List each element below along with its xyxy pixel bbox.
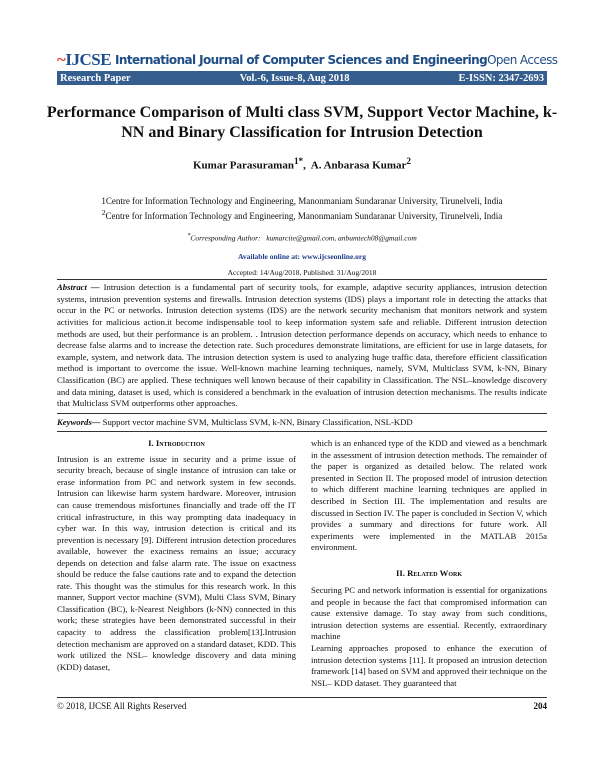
paragraph: which is an enhanced type of the KDD and viewed as a benchmark in the assessment of intrusion detection methods. The remainder of the paper is organized as detailed below. The related work presented in Section II. The proposed model of intrusion detection to which different machine learning techniques are applied in described in Section III. The implementation and results are discussed in Section IV. The paper is concluded in Section V, which provides a summary and directions for future work. All experiments were implemented in the MATLAB 2015a environment. (311, 438, 547, 553)
left-column (57, 438, 296, 689)
author-name: A. Anbarasa Kumar (310, 159, 407, 172)
footer-divider (57, 697, 547, 698)
paper-type: Research Paper (60, 72, 131, 84)
corr-emails[interactable]: kumarcite@gmail.com, anbumtech08@gmail.com (266, 233, 417, 243)
affiliation-text: Centre for Information Technology and Engineering, Manonmaniam Sundaranar University, Tirunelveli, India (105, 210, 503, 221)
divider (57, 431, 547, 432)
body-columns (57, 438, 547, 689)
affiliations (40, 196, 564, 222)
corr-sup: * (187, 231, 191, 239)
copyright: © 2018, IJCSE All Rights Reserved (57, 701, 187, 712)
issue-bar (57, 71, 547, 85)
affiliation: 1Centre for Information Technology and Engineering, Manonmaniam Sundaranar University, Tirunelveli, India (101, 195, 503, 206)
corr-label: Corresponding Author: (190, 233, 261, 243)
available-online-link[interactable]: Available online at: www.ijcseonline.org (238, 252, 366, 262)
divider (57, 413, 547, 414)
section-title: Related Work (407, 567, 462, 578)
corresponding-author (57, 232, 547, 243)
abstract-label: Abstract — (57, 282, 100, 293)
issn: E-ISSN: 2347-2693 (458, 72, 544, 84)
keywords (57, 417, 547, 429)
section-number: I. (148, 438, 154, 449)
journal-name: International Journal of Computer Sciences and Engineering (115, 53, 488, 67)
footer (57, 701, 547, 711)
journal-header (57, 50, 558, 70)
author-sup: 1* (293, 156, 304, 166)
page-number: 204 (533, 701, 547, 712)
keywords-text: Support vector machine SVM, Multiclass SVM, k-NN, Binary Classification, NSL-KDD (102, 416, 413, 427)
section-heading (311, 568, 547, 580)
affiliation-sup: 2 (101, 207, 106, 217)
author-sup: 2 (406, 156, 411, 166)
paper-title: Performance Comparison of Multi class SVM, Support Vector Machine, k-NN and Binary Classification for Intrusion Detection (46, 104, 558, 141)
volume-issue: Vol.-6, Issue-8, Aug 2018 (239, 72, 350, 84)
keywords-label: Keywords— (57, 416, 101, 427)
journal-logo: ~IJCSE (57, 50, 112, 69)
right-column (311, 438, 547, 689)
authors: Kumar Parasuraman$^{1*}$, A. Anbarasa Kumar$^2$ (193, 156, 411, 172)
paragraph: Learning approaches proposed to enhance the execution of intrusion detection systems [11]. It proposed an intrusion detection framework [14] based on SVM and approved their technique on the NSL– KDD dataset. They guaranteed that (311, 643, 547, 688)
section-number: II. (396, 567, 405, 578)
affiliation (40, 207, 564, 222)
dates: Accepted: 14/Aug/2018, Published: 31/Aug/2018 (227, 268, 377, 278)
author-name: Kumar Parasuraman (193, 159, 294, 172)
section-title: Introduction (155, 438, 205, 449)
divider (57, 279, 547, 280)
open-access-label: Open Access (487, 53, 558, 67)
paragraph: Intrusion is an extreme issue in security and a prime issue of security breach, because of single instance of intrusion can take or erase information from PC and network system in few seconds. Intrusion can likewise harm system hardware. Moreover, intrusion can cause tremendous misfortunes financially and trade off the IT critical infrastructure, in this way prompting data inadequacy in cyber war. In this way, intrusion detection is critical and its prevention is necessary [9]. Different intrusion detection procedures available, however the exactness remains an issue; accuracy depends on detection and false alarm rate. The issue on exactness should be reduce the false cautions rate and to expand the detection rate. This thought was the stimulus for this research work. In this manner, Support vector machine (SVM), Multi Class SVM, Binary Classification (BC), k-Nearest Neighbors (k-NN) connected in this work; these strategies have been demonstrated successful in their capacity to address the classification problem[13].Intrusion detection mechanism are approved on a standard dataset, KDD. This work utilized the NSL– knowledge discovery and data mining (KDD) dataset, (57, 453, 296, 672)
paragraph: Securing PC and network information is essential for organizations and people in because the fact that compromised information can cause extensive damage. To stay away from such conditions, intrusion detection systems are essential. Recently, extraordinary machine (311, 585, 547, 642)
abstract-text: Intrusion detection is a fundamental part of security tools, for example, adaptive security appliances, intrusion detection systems, intrusion prevention systems and firewalls. Intrusion detection systems (IDS) plays a important role in detecting the attacks that occur in the PC or networks. Intrusion detection systems (IDS) are the network security mechanism that monitors network and system activities for malicious action.it become indispensable tool to keep information system safe and reliable. Different intrusion detection methods are used, but their performance is an problem. . Intrusion detection performance depends on accuracy, which needs to enhance to decrease false alarms and to increase the detection rate. Such procedures demonstrate limitations, are efficient for use in large datasets, for example, system, and network data. The intrusion detection system is used to analyzing huge traffic data, therefore efficient classification method is important to overcome the issue. Well-known machine learning techniques, namely, SVM, Multiclass SVM, k-NN, Binary Classification (BC) are applied. These techniques well known because of their capability in Classification. The NSL–knowledge discovery and data mining, dataset is used, which is considered a benchmark in the evaluation of intrusion detection mechanisms. The results indicate that Multiclass SVM outperforms other approaches. (57, 282, 548, 409)
abstract (57, 282, 547, 410)
section-heading (57, 438, 296, 450)
